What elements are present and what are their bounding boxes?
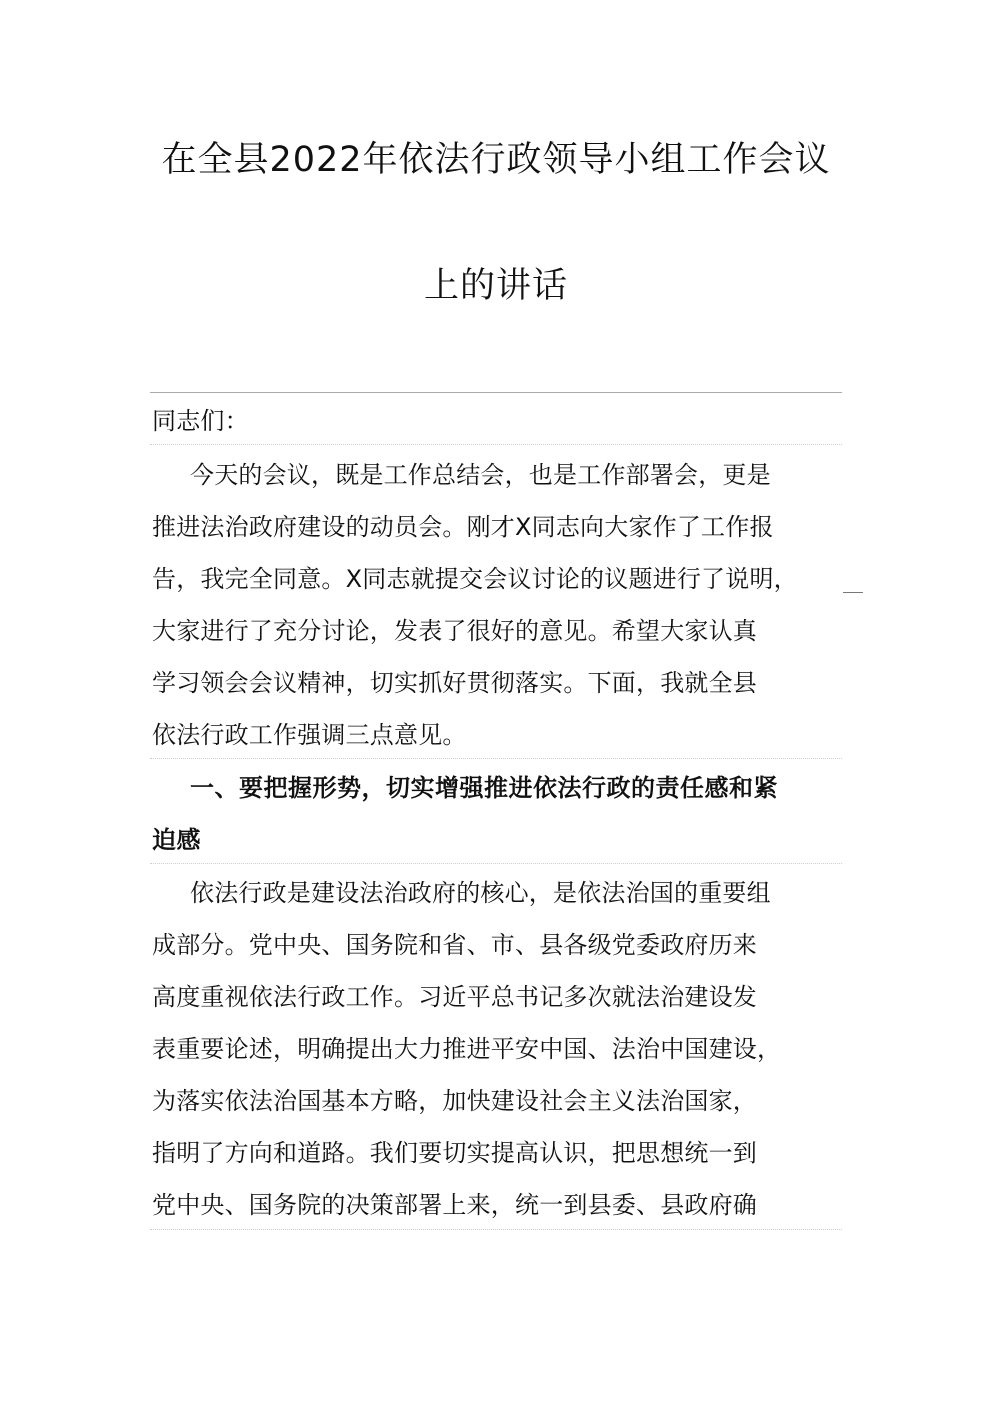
document-title-line-2: 上的讲话 xyxy=(423,266,568,306)
dotted-separator xyxy=(150,444,842,445)
intro-line: 今天的会议，既是工作总结会，也是工作部署会，更是 xyxy=(190,461,771,489)
intro-line: 依法行政工作强调三点意见。 xyxy=(152,721,467,749)
body-line: 高度重视依法行政工作。习近平总书记多次就法治建设发 xyxy=(152,983,757,1011)
intro-line: 大家进行了充分讨论，发表了很好的意见。希望大家认真 xyxy=(152,617,757,645)
body-line: 依法行政是建设法治政府的核心，是依法治国的重要组 xyxy=(190,879,771,907)
body-line: 为落实依法治国基本方略，加快建设社会主义法治国家， xyxy=(152,1087,757,1115)
top-rule xyxy=(150,392,842,393)
dotted-separator xyxy=(150,863,842,864)
body-line: 党中央、国务院的决策部署上来，统一到县委、县政府确 xyxy=(152,1191,757,1219)
body-line: 表重要论述，明确提出大力推进平安中国、法治中国建设， xyxy=(152,1035,782,1063)
body-line: 指明了方向和道路。我们要切实提高认识，把思想统一到 xyxy=(152,1139,757,1167)
intro-line: 告，我完全同意。X同志就提交会议讨论的议题进行了说明， xyxy=(152,565,798,593)
salutation: 同志们： xyxy=(152,407,249,435)
section-heading-line: 一、要把握形势，切实增强推进依法行政的责任感和紧 xyxy=(190,774,778,802)
margin-mark xyxy=(843,592,863,593)
intro-line: 学习领会会议精神，切实抓好贯彻落实。下面，我就全县 xyxy=(152,669,757,697)
intro-line: 推进法治政府建设的动员会。刚才X同志向大家作了工作报 xyxy=(152,513,774,541)
dotted-separator xyxy=(150,1229,842,1230)
dotted-separator xyxy=(150,758,842,759)
document-title-line-1: 在全县2022年依法行政领导小组工作会议 xyxy=(161,140,831,180)
section-heading-line: 迫感 xyxy=(152,826,201,854)
body-line: 成部分。党中央、国务院和省、市、县各级党委政府历来 xyxy=(152,931,757,959)
